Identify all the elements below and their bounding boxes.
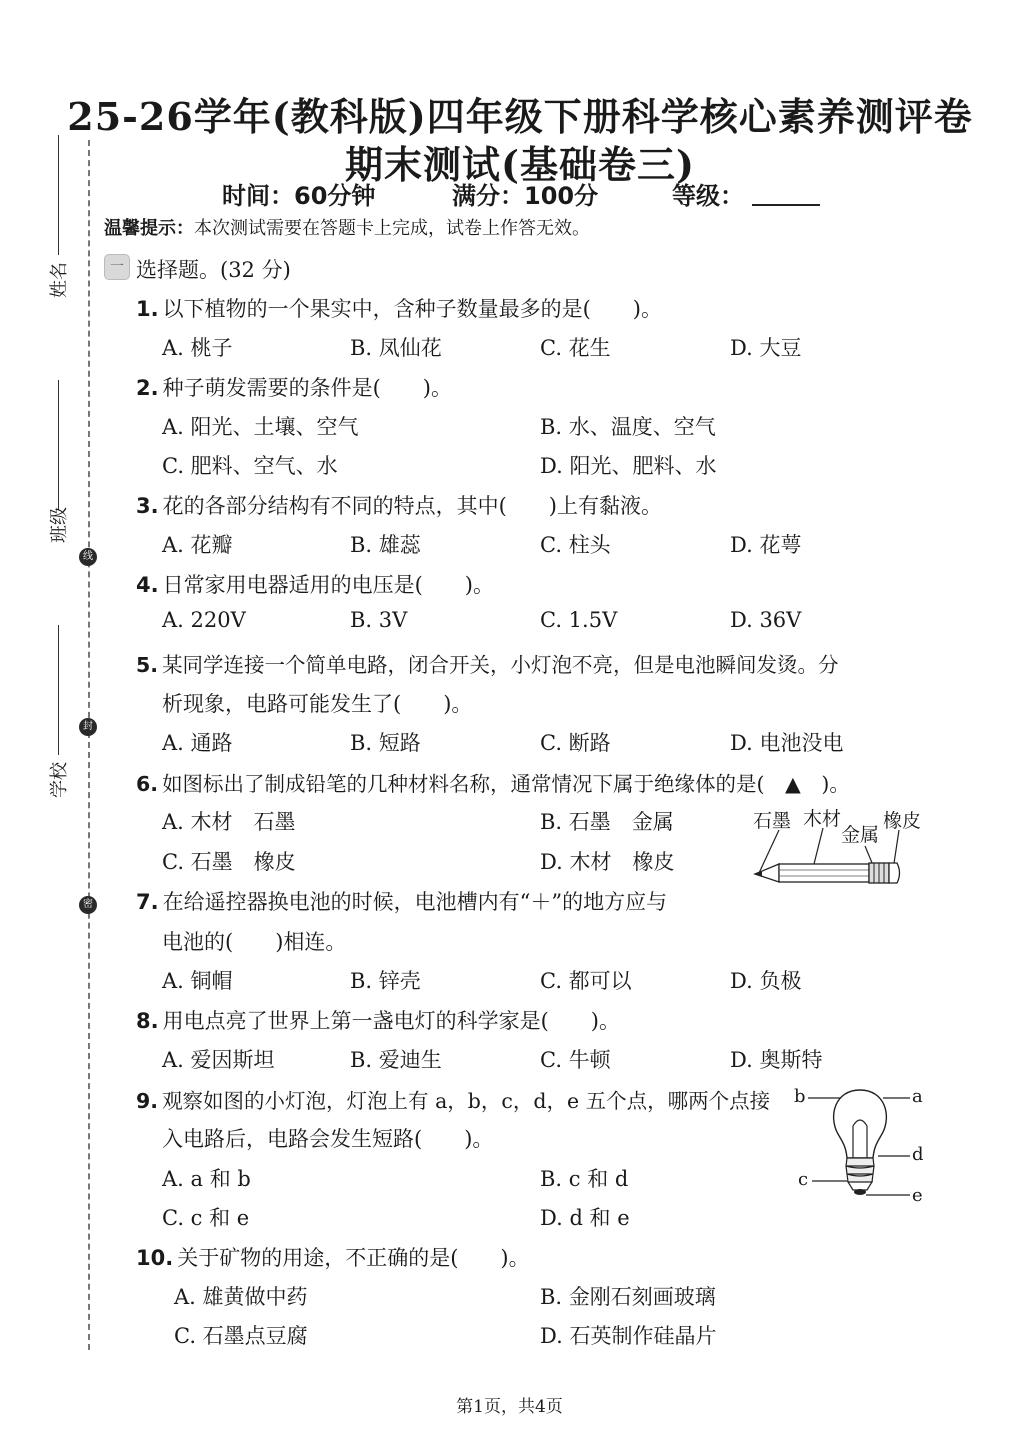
name-label: 姓名 — [49, 262, 70, 298]
q10-option-c[interactable]: C. 石墨点豆腐 — [174, 1324, 308, 1348]
question-10: 10. 关于矿物的用途，不正确的是( )。 — [136, 1246, 530, 1270]
q7-option-b[interactable]: B. 锌壳 — [350, 969, 421, 993]
q3-option-d[interactable]: D. 花萼 — [730, 533, 802, 557]
q6-option-b[interactable]: B. 石墨 金属 — [540, 810, 674, 834]
seal-mark-secret: 密 — [79, 896, 97, 914]
q2-option-c[interactable]: C. 肥料、空气、水 — [162, 454, 338, 478]
grade-write-line — [752, 204, 820, 206]
question-7: 7. 在给遥控器换电池的时候，电池槽内有“＋”的地方应与 — [136, 890, 668, 914]
q5-option-c[interactable]: C. 断路 — [540, 731, 611, 755]
tip-label: 温馨提示： — [104, 218, 194, 239]
exam-grade-label: 等级： — [672, 182, 744, 210]
seal-mark-seal: 封 — [79, 718, 97, 736]
q10-option-a[interactable]: A. 雄黄做中药 — [174, 1285, 308, 1309]
question-8: 8. 用电点亮了世界上第一盏电灯的科学家是( )。 — [136, 1009, 620, 1033]
question-9: 9. 观察如图的小灯泡，灯泡上有 a，b，c，d，e 五个点，哪两个点接 — [136, 1089, 771, 1113]
q9-option-d[interactable]: D. d 和 e — [540, 1206, 630, 1230]
pencil-label-metal: 金属 — [841, 824, 880, 846]
binding-dashed-line — [88, 140, 90, 1350]
q2-option-a[interactable]: A. 阳光、土壤、空气 — [162, 415, 359, 439]
page-title: 25-26学年(教科版)四年级下册科学核心素养测评卷 — [67, 94, 973, 139]
q6-option-d[interactable]: D. 木材 橡皮 — [540, 850, 675, 874]
question-2: 2. 种子萌发需要的条件是( )。 — [136, 376, 452, 400]
q4-option-a[interactable]: A. 220V — [162, 608, 246, 632]
q7-option-c[interactable]: C. 都可以 — [540, 969, 632, 993]
page-footer: 第1页，共4页 — [456, 1397, 563, 1417]
q1-option-a[interactable]: A. 桃子 — [162, 336, 233, 360]
q9-option-a[interactable]: A. a 和 b — [162, 1167, 251, 1191]
question-9-cont: 入电路后，电路会发生短路( )。 — [162, 1127, 494, 1151]
pencil-icon — [745, 800, 935, 895]
question-5-cont: 析现象，电路可能发生了( )。 — [162, 692, 473, 716]
section-title: 选择题。(32 分) — [136, 258, 291, 282]
page-subtitle: 期末测试(基础卷三) — [345, 142, 695, 187]
bulb-label-d: d — [912, 1144, 924, 1165]
q5-option-a[interactable]: A. 通路 — [162, 731, 233, 755]
exam-score: 满分：100分 — [452, 182, 599, 210]
question-4: 4. 日常家用电器适用的电压是( )。 — [136, 573, 494, 597]
q1-option-c[interactable]: C. 花生 — [540, 336, 611, 360]
school-label: 学校 — [49, 762, 70, 798]
pencil-label-eraser: 橡皮 — [883, 810, 922, 832]
q4-option-d[interactable]: D. 36V — [730, 608, 802, 632]
q8-option-d[interactable]: D. 奥斯特 — [730, 1048, 823, 1072]
tip — [104, 214, 590, 240]
class-write-line — [58, 380, 59, 510]
question-3: 3. 花的各部分结构有不同的特点，其中( )上有黏液。 — [136, 494, 662, 518]
question-6: 6. 如图标出了制成铅笔的几种材料名称，通常情况下属于绝缘体的是( ▲ )。 — [136, 772, 850, 796]
question-7-cont: 电池的( )相连。 — [162, 930, 347, 954]
question-1: 1. 以下植物的一个果实中，含种子数量最多的是( )。 — [136, 297, 662, 321]
q7-option-a[interactable]: A. 铜帽 — [162, 969, 233, 993]
q8-option-c[interactable]: C. 牛顿 — [540, 1048, 611, 1072]
q10-option-d[interactable]: D. 石英制作硅晶片 — [540, 1324, 717, 1348]
q1-option-d[interactable]: D. 大豆 — [730, 336, 802, 360]
q5-option-d[interactable]: D. 电池没电 — [730, 731, 844, 755]
q6-option-c[interactable]: C. 石墨 橡皮 — [162, 850, 296, 874]
q4-option-c[interactable]: C. 1.5V — [540, 608, 618, 632]
q9-option-c[interactable]: C. c 和 e — [162, 1206, 250, 1230]
q4-option-b[interactable]: B. 3V — [350, 608, 408, 632]
bulb-label-e: e — [912, 1185, 923, 1206]
pencil-label-wood: 木材 — [803, 808, 842, 830]
pencil-label-graphite: 石墨 — [753, 810, 792, 832]
q10-option-b[interactable]: B. 金刚石刻画玻璃 — [540, 1285, 716, 1309]
exam-time: 时间：60分钟 — [222, 182, 376, 210]
question-5: 5. 某同学连接一个简单电路，闭合开关，小灯泡不亮，但是电池瞬间发烫。分 — [136, 653, 839, 677]
bulb-label-c: c — [798, 1169, 809, 1190]
section-icon: 一 — [104, 254, 130, 280]
q3-option-a[interactable]: A. 花瓣 — [162, 533, 233, 557]
bulb-figure — [790, 1078, 940, 1213]
q6-option-a[interactable]: A. 木材 石墨 — [162, 810, 296, 834]
q8-option-b[interactable]: B. 爱迪生 — [350, 1048, 442, 1072]
class-label: 班级 — [49, 507, 70, 543]
q3-option-c[interactable]: C. 柱头 — [540, 533, 611, 557]
seal-mark-line: 线 — [79, 548, 97, 566]
pencil-figure — [745, 800, 935, 895]
tip-text: 本次测试需要在答题卡上完成，试卷上作答无效。 — [194, 218, 590, 239]
q1-option-b[interactable]: B. 凤仙花 — [350, 336, 442, 360]
q7-option-d[interactable]: D. 负极 — [730, 969, 802, 993]
q3-option-b[interactable]: B. 雄蕊 — [350, 533, 421, 557]
q5-option-b[interactable]: B. 短路 — [350, 731, 421, 755]
bulb-label-a: a — [912, 1086, 923, 1107]
school-write-line — [58, 625, 59, 755]
q2-option-d[interactable]: D. 阳光、肥料、水 — [540, 454, 717, 478]
q8-option-a[interactable]: A. 爱因斯坦 — [162, 1048, 275, 1072]
q9-option-b[interactable]: B. c 和 d — [540, 1167, 629, 1191]
q2-option-b[interactable]: B. 水、温度、空气 — [540, 415, 716, 439]
bulb-label-b: b — [794, 1086, 806, 1107]
